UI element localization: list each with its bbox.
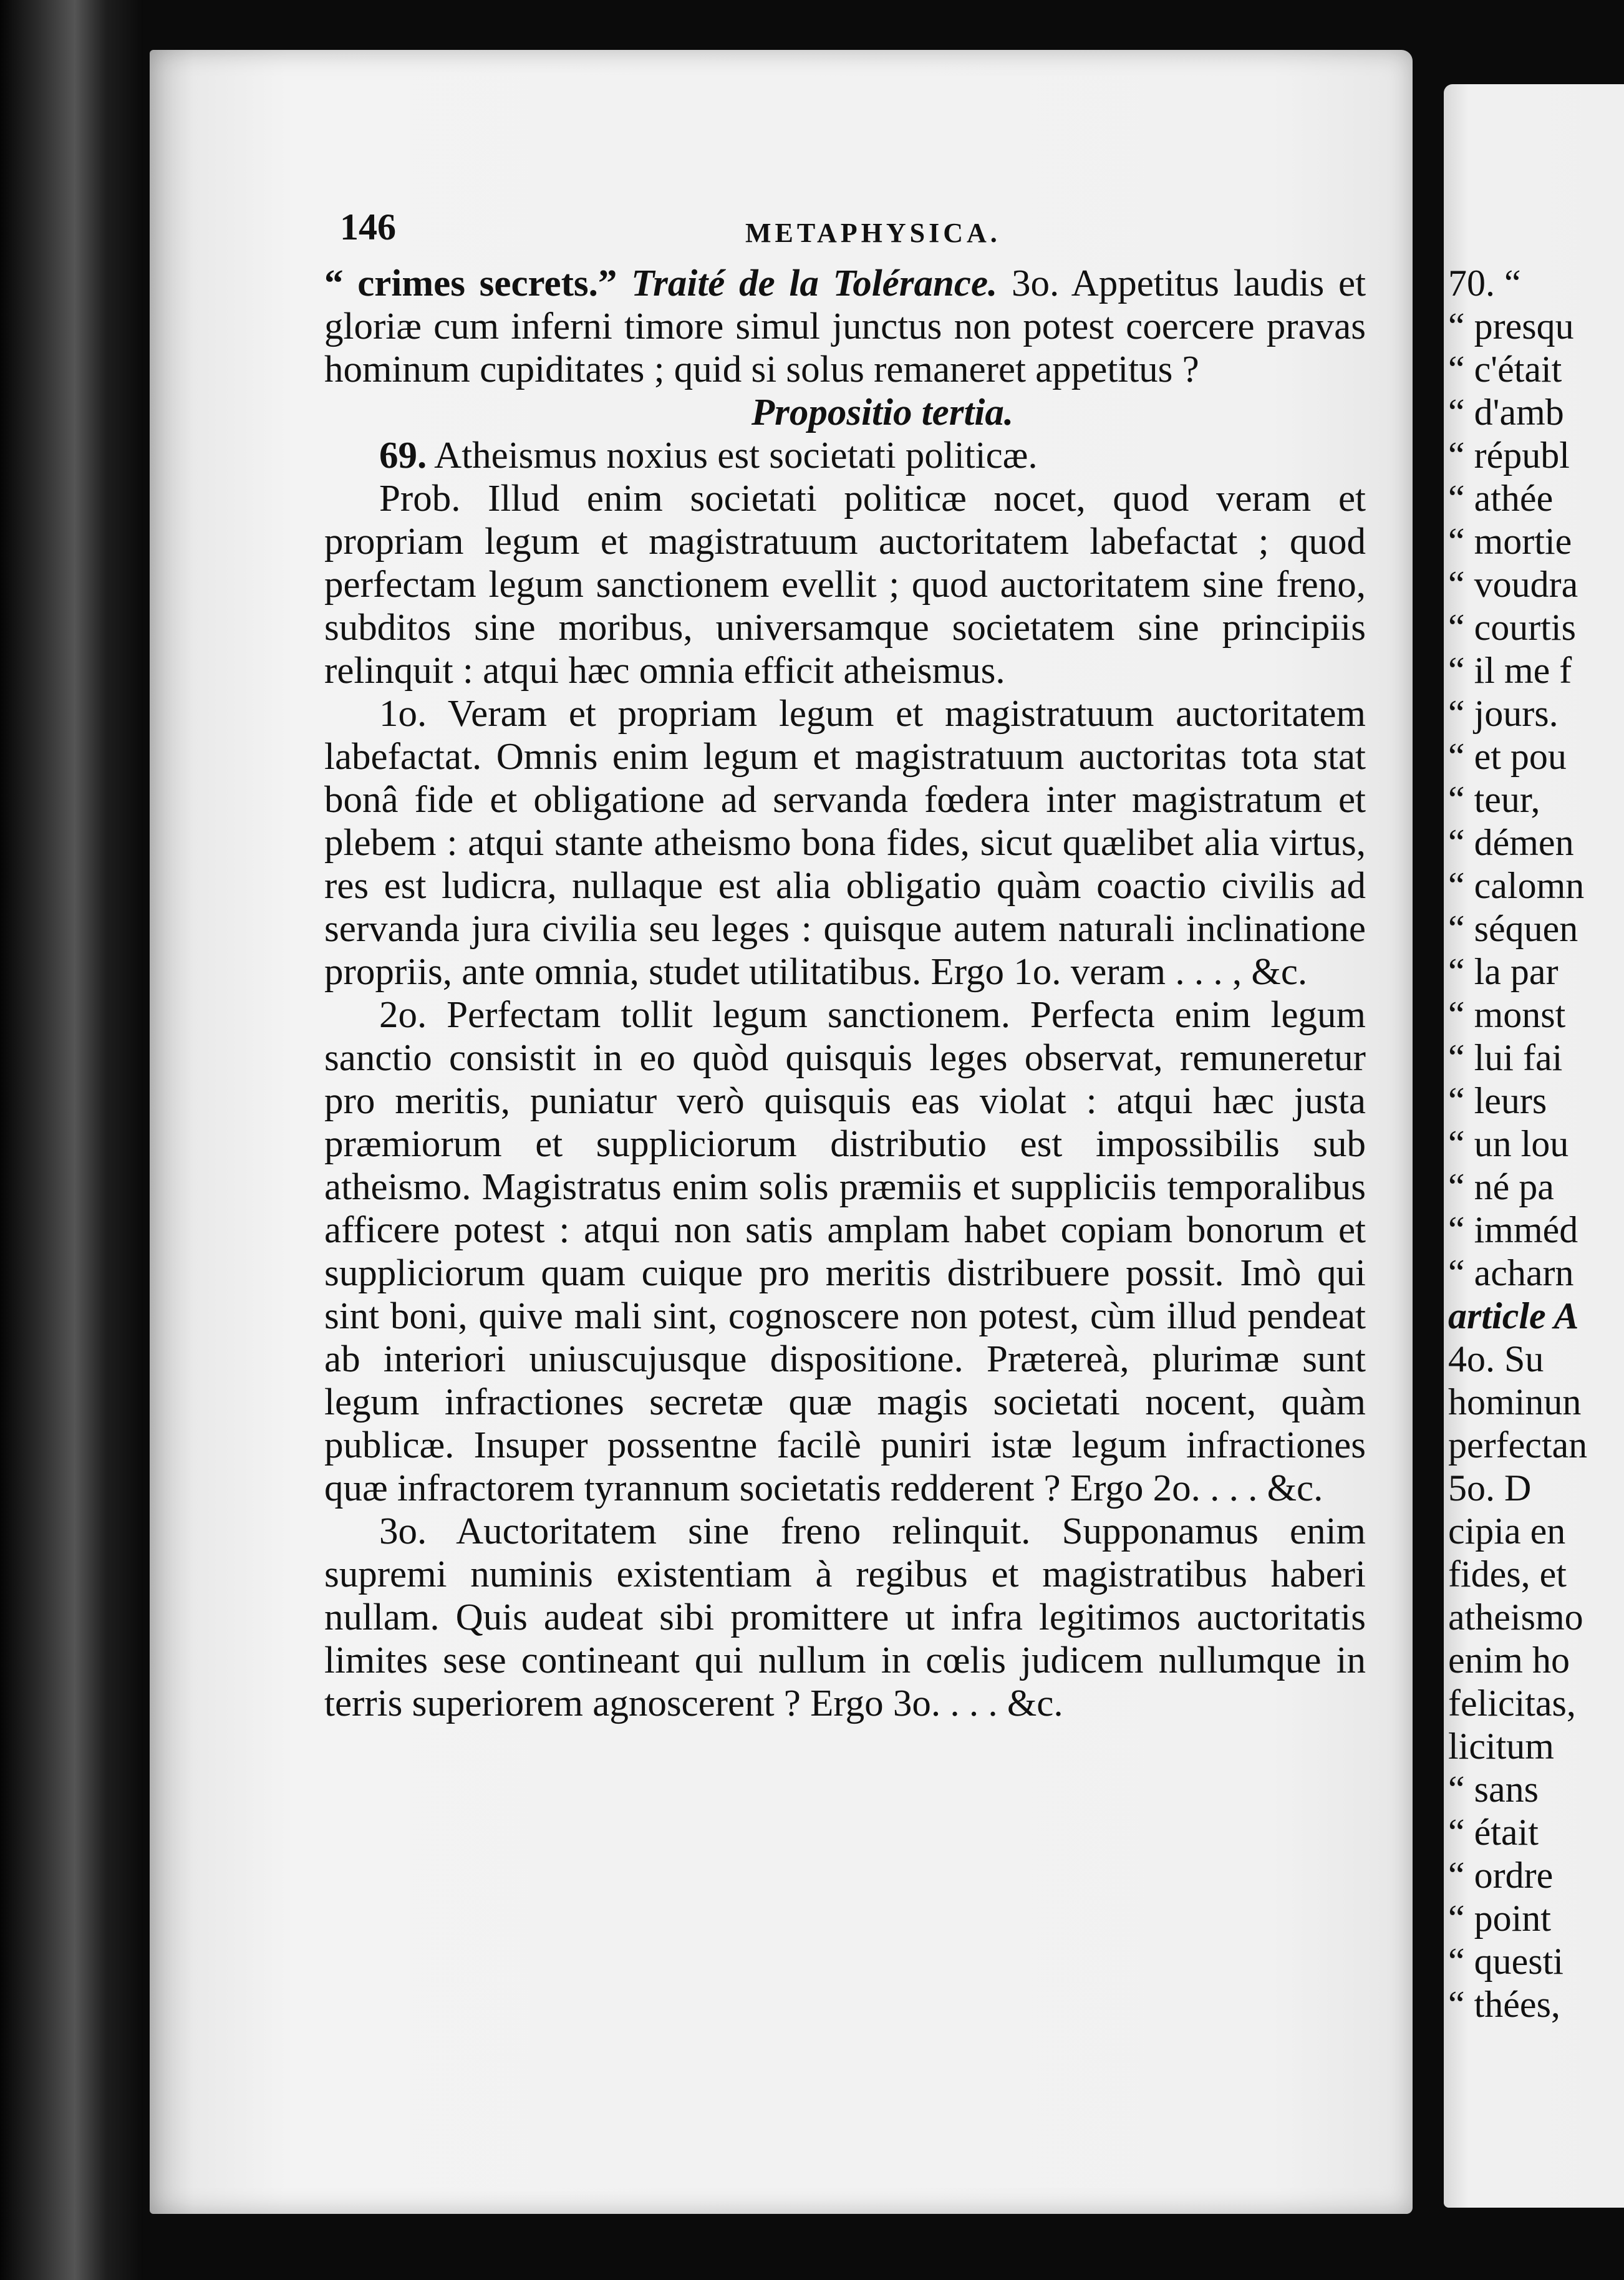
right-line: felicitas, (1448, 1683, 1576, 1724)
book-spine (0, 0, 143, 2280)
right-line: perfectan (1448, 1424, 1588, 1466)
right-line: “ questi (1448, 1941, 1564, 1982)
thesis-text: Atheismus noxius est societati politicæ. (434, 435, 1038, 476)
right-line: “ courtis (1448, 607, 1576, 648)
right-line: “ un lou (1448, 1123, 1569, 1164)
right-line: fides, et (1448, 1553, 1567, 1595)
right-line: cipia en (1448, 1510, 1566, 1552)
right-line: “ né pa (1448, 1166, 1554, 1207)
thesis (324, 434, 1366, 477)
right-line: “ imméd (1448, 1209, 1578, 1250)
page-header (340, 206, 1363, 262)
right-line: “ thées, (1448, 1984, 1560, 2025)
right-line: “ lui fai (1448, 1037, 1563, 1078)
section-heading: Propositio tertia. (751, 392, 1014, 433)
right-page-text (1448, 262, 1624, 2026)
right-line: “ point (1448, 1898, 1551, 1939)
paragraph-prob: Prob. Illud enim societati politicæ nocet, quod veram et propriam legum et magistratuum auctoritatem labefactat ; quod perfectam legum sanctionem evellit ; quod auctoritatem sine freno, subditos sine moribus, universamque societatem sine principiis relinquit : atqui hæc omnia efficit atheismus. (324, 478, 1366, 692)
right-line: “ sans (1448, 1769, 1539, 1810)
paragraph-3: 3o. Auctoritatem sine freno relinquit. Supponamus enim supremi numinis existentiam à regibus et magistratibus haberi nullam. Quis audeat sibi promittere ut infra legitimos auctoritatis limites sese contineant qui nullum in cœlis judicem nullumque in terris superiorem agnoscerent ? Ergo 3o. . . . &c. (324, 1510, 1366, 1724)
page-number: 146 (340, 206, 396, 248)
right-line: “ calomn (1448, 865, 1585, 906)
right-line: “ était (1448, 1812, 1539, 1853)
paragraph-2: 2o. Perfectam tollit legum sanctionem. Perfecta enim legum sanctio consistit in eo quòd quisquis leges observat, remuneretur pro meritis, puniatur verò quisquis eas violat : atqui hæc justa præmiorum et suppliciorum distributio est impossibilis sub atheismo. Magistratus enim solis præmiis et suppliciis temporalibus afficere potest : atqui non satis amplam habet copiam bonorum et suppliciorum quam cuique pro meritis distribuere possit. Imò qui sint boni, quive mali sint, cognoscere non potest, cùm illud pendeat ab interiori uniuscujusque dispositione. Præterеà, plurimæ sunt legum infractiones secretæ quæ magis societati nocent, quàm publicæ. Insuper possentne facilè puniri istæ legum infractiones quæ infractorem tyrannum societatis redderent ? Ergo 2o. . . . &c. (324, 994, 1366, 1509)
right-line: “ acharn (1448, 1252, 1574, 1293)
right-line: article A (1448, 1295, 1579, 1336)
right-line: “ et pou (1448, 736, 1567, 777)
quote-close: “ crimes secrets.” (324, 263, 617, 304)
right-line: “ ordre (1448, 1855, 1554, 1896)
right-line: licitum (1448, 1726, 1554, 1767)
paragraph-1: 1o. Veram et propriam legum et magistratuum auctoritatem labefactat. Omnis enim legum et magistratuum auctoritas tota stat bonâ fide et obligatione ad servanda fœdera inter magistratum et plebem : atqui stante atheismo bona fides, sicut quælibet alia virtus, res est ludicra, nullaque est alia obligatio quàm coactio civilis ad servanda jura civilia seu leges : quisque autem naturali inclinatione propriis, ante omnia, studet utilitatibus. Ergo 1o. veram . . . , &c. (324, 693, 1366, 993)
page-body (324, 262, 1366, 1725)
right-line: “ démen (1448, 822, 1574, 863)
right-line: 5o. D (1448, 1467, 1532, 1509)
right-line: “ leurs (1448, 1080, 1547, 1121)
paragraph-text: 3o. Appetitus laudis et gloriæ cum inferni timore simul junctus non potest coercere pravas hominum cupiditates ; quid si solus remaneret appetitus ? (324, 263, 1366, 390)
right-line: “ républ (1448, 435, 1570, 476)
right-line: 70. “ (1448, 263, 1521, 304)
right-line: “ la par (1448, 951, 1559, 992)
right-line: “ il me f (1448, 650, 1572, 691)
right-line: “ teur, (1448, 779, 1540, 820)
right-line: “ d'amb (1448, 392, 1564, 433)
paragraph-continuation (324, 262, 1366, 391)
right-line: 4o. Su (1448, 1338, 1544, 1379)
right-line: “ voudra (1448, 564, 1578, 605)
right-line: hominun (1448, 1381, 1582, 1423)
right-line: “ jours. (1448, 693, 1559, 734)
right-line: “ c'était (1448, 349, 1562, 390)
right-line: “ séquen (1448, 908, 1578, 949)
right-line: “ presqu (1448, 306, 1574, 347)
right-line: enim ho (1448, 1640, 1570, 1681)
running-title: METAPHYSICA. (745, 218, 1001, 248)
right-line: “ athée (1448, 478, 1554, 519)
thesis-number: 69. (379, 435, 427, 476)
right-line: “ mortie (1448, 521, 1572, 562)
right-line: atheismo (1448, 1596, 1583, 1638)
right-line: “ monst (1448, 994, 1566, 1035)
citation: Traité de la Tolérance. (631, 263, 998, 304)
